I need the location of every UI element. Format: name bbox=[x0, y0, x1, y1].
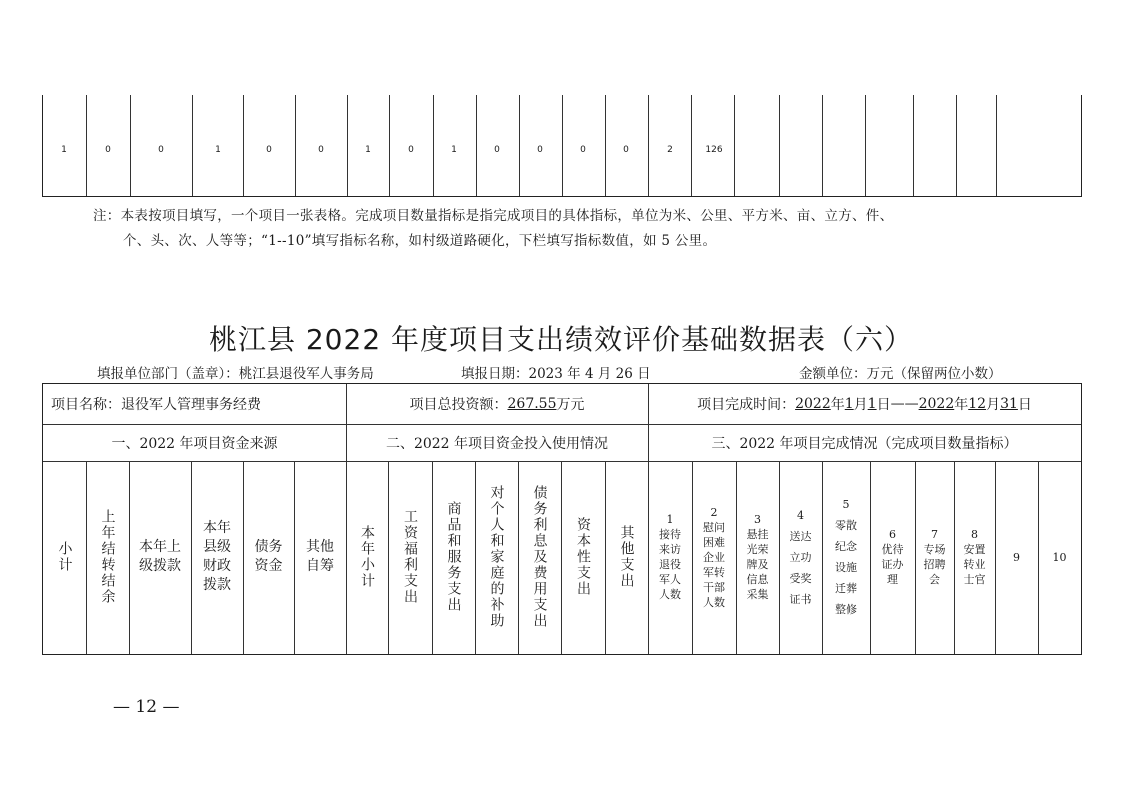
indicator-text: 送达 bbox=[789, 529, 812, 543]
investment-value: 267.55 bbox=[507, 396, 557, 412]
column-divider bbox=[519, 95, 520, 196]
indicator-text: 招聘 bbox=[923, 558, 946, 571]
section-funding-usage: 二、2022 年项目资金投入使用情况 bbox=[385, 435, 609, 452]
investment-label: 项目总投资额： bbox=[409, 397, 508, 413]
indicator-4 bbox=[779, 461, 822, 653]
header-year-subtotal: 本年小计 bbox=[359, 525, 375, 589]
page-number: — 12 — bbox=[113, 697, 180, 717]
project-completion-time bbox=[648, 384, 1081, 424]
indicator-text: 会 bbox=[929, 573, 940, 586]
column-divider bbox=[476, 95, 477, 196]
indicator-number: 5 bbox=[842, 498, 850, 511]
indicator-number: 4 bbox=[797, 508, 804, 522]
month-sep: 月 bbox=[986, 397, 1001, 413]
indicator-7 bbox=[915, 461, 954, 653]
indicator-text: 理 bbox=[887, 573, 898, 586]
column-divider bbox=[605, 95, 606, 196]
indicator-5 bbox=[822, 461, 870, 653]
table-cell: 126 bbox=[705, 145, 723, 155]
column-divider bbox=[295, 95, 296, 196]
indicator-text: 纪念 bbox=[835, 540, 857, 553]
month-sep: 月 bbox=[853, 397, 868, 413]
indicator-text: 安置 bbox=[963, 543, 986, 556]
indicator-text: 光荣 bbox=[746, 543, 769, 556]
column-divider bbox=[130, 95, 131, 196]
indicator-text: 悬挂 bbox=[746, 528, 769, 541]
indicator-text: 牌及 bbox=[746, 558, 769, 571]
indicator-text: 转业 bbox=[963, 558, 986, 571]
table-note-line-1: 注：本表按项目填写，一个项目一张表格。完成项目数量指标是指完成项目的具体指标，单位为米、公里、平方米、亩、立方、件、 bbox=[93, 208, 894, 224]
header-individual-subsidy: 对个人和家庭的补助 bbox=[488, 485, 505, 629]
currency-unit: 金额单位：万元（保留两位小数） bbox=[799, 366, 1002, 382]
column-divider bbox=[86, 95, 87, 196]
previous-table-tail bbox=[42, 95, 1082, 197]
indicator-text: 来访 bbox=[659, 543, 681, 556]
year-sep: 年 bbox=[954, 397, 969, 413]
table-cell: 1 bbox=[215, 145, 221, 155]
table-cell: 0 bbox=[158, 145, 164, 155]
indicator-text: 证办 bbox=[881, 558, 904, 571]
table-cell: 0 bbox=[494, 145, 500, 155]
indicator-text: 军人 bbox=[659, 573, 681, 586]
indicator-9: 9 bbox=[1013, 550, 1020, 564]
page-title: 桃江县 2022 年度项目支出绩效评价基础数据表（六） bbox=[208, 323, 914, 356]
indicator-text: 接待 bbox=[659, 528, 681, 541]
range-dash: —— bbox=[890, 396, 919, 412]
indicator-text: 军转 bbox=[703, 565, 725, 579]
column-divider bbox=[1038, 461, 1039, 654]
indicator-number: 7 bbox=[931, 528, 938, 541]
indicator-number: 6 bbox=[889, 528, 896, 541]
indicator-1 bbox=[648, 461, 692, 653]
header-subtotal: 小计 bbox=[56, 541, 73, 573]
time-label: 项目完成时间： bbox=[697, 397, 796, 413]
indicator-text: 人数 bbox=[659, 588, 681, 601]
column-divider bbox=[734, 95, 735, 196]
table-cell: 0 bbox=[623, 145, 629, 155]
header-prior-carryover: 上年结转结余 bbox=[99, 509, 116, 605]
reporting-date: 填报日期：2023 年 4 月 26 日 bbox=[461, 366, 651, 382]
column-divider bbox=[192, 95, 193, 196]
indicator-text: 困难 bbox=[703, 535, 725, 549]
table-cell: 0 bbox=[266, 145, 272, 155]
indicator-text: 迁葬 bbox=[835, 582, 857, 595]
project-investment bbox=[346, 384, 648, 424]
header-debt-interest: 债务利息及费用支出 bbox=[531, 485, 548, 629]
header-wages: 工资福利支出 bbox=[402, 509, 418, 605]
indicator-text: 专场 bbox=[923, 543, 946, 556]
header-capital: 资本性支出 bbox=[575, 517, 591, 597]
indicator-number: 1 bbox=[666, 513, 674, 526]
column-divider bbox=[691, 95, 692, 196]
project-name: 项目名称：退役军人管理事务经费 bbox=[51, 397, 261, 413]
table-cell: 0 bbox=[318, 145, 324, 155]
indicator-text: 慰问 bbox=[703, 520, 725, 534]
day-sep: 日 bbox=[1017, 397, 1032, 413]
indicator-number: 8 bbox=[971, 528, 978, 541]
column-divider bbox=[433, 95, 434, 196]
indicator-text: 立功 bbox=[789, 550, 812, 564]
start-month: 1 bbox=[844, 396, 854, 412]
header-goods-services: 商品和服务支出 bbox=[445, 501, 462, 613]
header-self-raised: 其他自筹 bbox=[306, 539, 334, 574]
header-other-expenses: 其他支出 bbox=[618, 525, 635, 589]
reporting-unit: 填报单位部门（盖章）：桃江县退役军人事务局 bbox=[97, 366, 374, 382]
data-table bbox=[42, 383, 1082, 655]
column-divider bbox=[822, 95, 823, 196]
indicator-number: 3 bbox=[754, 513, 761, 526]
table-cell: 2 bbox=[667, 145, 673, 155]
header-superior-allocation: 本年上级拨款 bbox=[139, 539, 181, 574]
end-day: 31 bbox=[1000, 396, 1018, 412]
indicator-text: 优待 bbox=[881, 543, 904, 556]
day-sep: 日 bbox=[876, 397, 891, 413]
year-sep: 年 bbox=[830, 397, 845, 413]
table-cell: 1 bbox=[61, 145, 67, 155]
end-year: 2022 bbox=[918, 396, 955, 412]
header-debt-funds: 债务资金 bbox=[254, 539, 283, 574]
table-cell: 0 bbox=[537, 145, 543, 155]
indicator-text: 信息 bbox=[746, 573, 769, 586]
column-divider bbox=[956, 95, 957, 196]
column-divider bbox=[243, 95, 244, 196]
indicator-number: 2 bbox=[710, 505, 718, 519]
indicator-text: 士官 bbox=[963, 573, 986, 586]
indicator-text: 零散 bbox=[835, 519, 857, 532]
indicator-text: 证书 bbox=[789, 592, 812, 606]
indicator-8 bbox=[954, 461, 995, 653]
table-cell: 0 bbox=[408, 145, 414, 155]
indicator-text: 设施 bbox=[835, 561, 857, 574]
column-divider bbox=[996, 95, 997, 196]
indicator-text: 退役 bbox=[659, 558, 681, 571]
indicator-2 bbox=[692, 461, 736, 653]
indicator-10: 10 bbox=[1052, 550, 1067, 564]
header-county-allocation: 本年县级财政拨款 bbox=[203, 520, 231, 593]
table-cell: 1 bbox=[451, 145, 457, 155]
end-month: 12 bbox=[968, 396, 987, 412]
column-divider bbox=[913, 95, 914, 196]
start-day: 1 bbox=[867, 396, 877, 412]
indicator-text: 采集 bbox=[746, 588, 769, 601]
section-funding-sources: 一、2022 年项目资金来源 bbox=[111, 435, 278, 452]
column-divider bbox=[347, 95, 348, 196]
table-cell: 1 bbox=[365, 145, 371, 155]
table-cell: 0 bbox=[105, 145, 111, 155]
column-divider bbox=[865, 95, 866, 196]
table-note-line-2: 个、头、次、人等等；“1--10”填写指标名称，如村级道路硬化，下栏填写指标数值，如 5 公里。 bbox=[123, 233, 717, 249]
column-divider bbox=[648, 95, 649, 196]
indicator-6 bbox=[870, 461, 915, 653]
indicator-text: 干部 bbox=[703, 580, 725, 594]
investment-unit: 万元 bbox=[556, 397, 585, 413]
indicator-text: 受奖 bbox=[789, 571, 812, 585]
section-completion-indicators: 三、2022 年项目完成情况（完成项目数量指标） bbox=[711, 435, 1018, 452]
column-divider bbox=[779, 95, 780, 196]
column-divider bbox=[389, 95, 390, 196]
start-year: 2022 bbox=[795, 396, 831, 412]
indicator-text: 整修 bbox=[835, 603, 857, 616]
table-cell: 0 bbox=[580, 145, 586, 155]
indicator-3 bbox=[736, 461, 779, 653]
indicator-text: 人数 bbox=[703, 595, 725, 609]
column-divider bbox=[562, 95, 563, 196]
indicator-text: 企业 bbox=[703, 550, 725, 564]
